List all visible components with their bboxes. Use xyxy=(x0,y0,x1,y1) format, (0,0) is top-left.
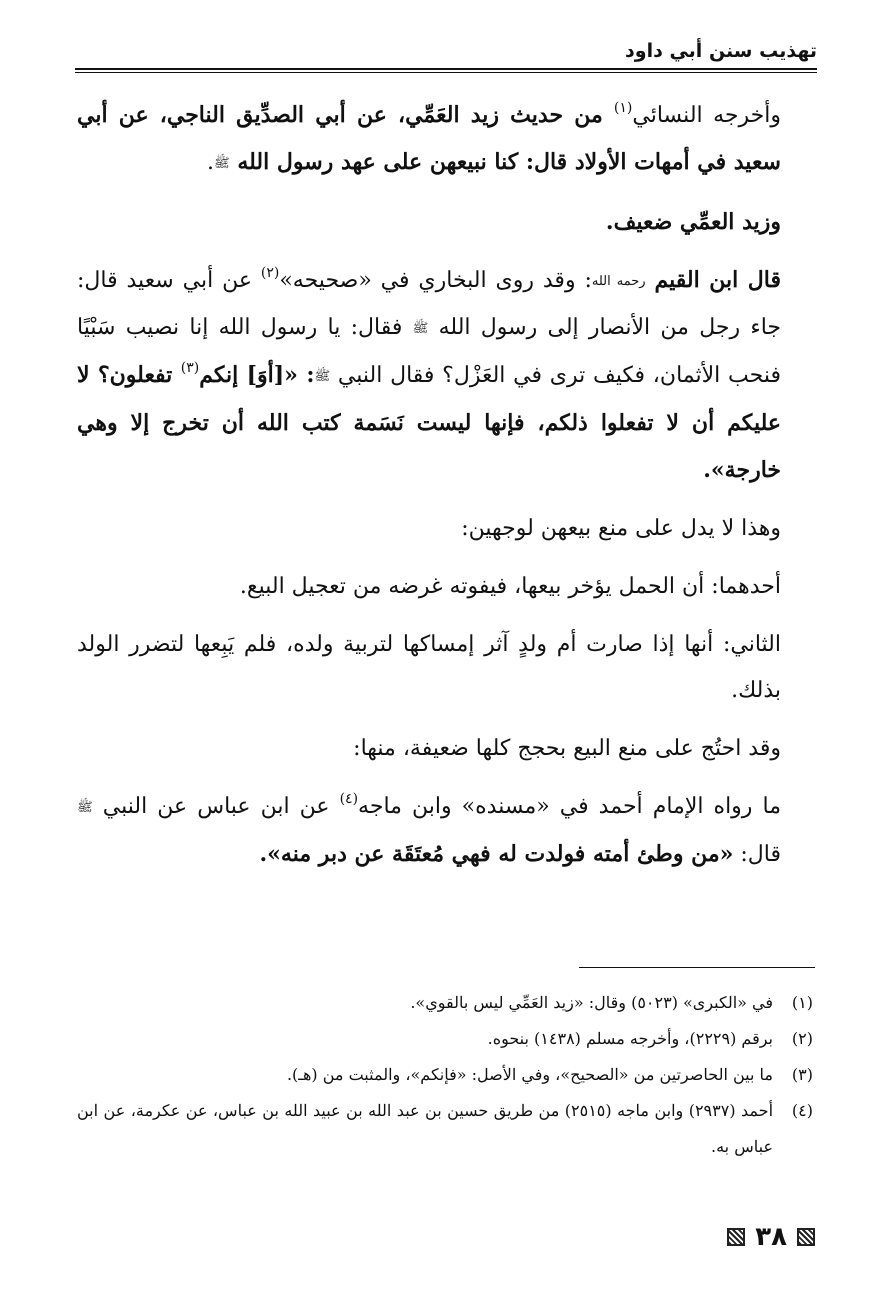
footnote-text: برقم (٢٢٢٩)، وأخرجه مسلم (١٤٣٨) بنحوه. xyxy=(487,1029,773,1048)
page-number: ٣٨ xyxy=(755,1222,787,1252)
hadith-text: «من وطئ أمته فولدت له فهي مُعتَقَة عن دبر منه». xyxy=(259,841,734,867)
text-run: عن أبي سعيد قال: جاء رجل من الأنصار إلى رسول الله xyxy=(77,268,781,340)
footnote-number: (٣) xyxy=(791,1065,813,1084)
paragraph-two-reasons: وهذا لا يدل على منع بيعهن لوجهين: xyxy=(461,516,781,541)
text-run: : وقد روى البخاري في «صحيحه» xyxy=(279,268,592,293)
footnote-number: (٢) xyxy=(791,1029,813,1048)
footnote-item xyxy=(77,985,813,1021)
ornament-icon xyxy=(727,1228,745,1246)
running-title: تهذيب سنن أبي داود xyxy=(625,40,817,62)
honorific-glyph: رحمه الله xyxy=(591,274,646,289)
text-run: ما رواه الإمام أحمد في «مسنده» وابن ماجه xyxy=(358,794,781,819)
footnote-text: أحمد (٢٩٣٧) وابن ماجه (٢٥١٥) من طريق حسين بن عبد الله بن عبيد الله بن عباس، عن عكرمة، عن ابن عباس به. xyxy=(77,1101,774,1156)
header-rule xyxy=(75,68,817,70)
text-run: فقال: يا رسول الله إنا نصيب سَبْيًا فنحب الأثمان، فكيف ترى في العَزْل؟ فقال النبي xyxy=(77,315,781,388)
paragraph-second-reason: الثاني: أنها إذا صارت أم ولدٍ آثر إمساكها لتربية ولده، فلم يَبِعها لتضرر الولد بذلك. xyxy=(77,632,781,703)
footnotes xyxy=(77,985,813,1165)
footnote-text: ما بين الحاصرتين من «الصحيح»، وفي الأصل: «فإنكم»، والمثبت من (هـ). xyxy=(286,1065,773,1084)
footnote-text: في «الكبرى» (٥٠٢٣) وقال: «زيد العَمِّي ليس بالقوي». xyxy=(410,993,773,1012)
footnote-ref-1[interactable]: (١) xyxy=(613,100,633,116)
footnote-item xyxy=(77,1021,813,1057)
footnote-ref-4[interactable]: (٤) xyxy=(339,791,359,807)
footnote-number: (١) xyxy=(791,993,813,1012)
paragraph-nasai xyxy=(77,92,813,187)
paragraph-zayd-weak: وزيد العمِّي ضعيف. xyxy=(605,209,781,235)
paragraph-weak-proofs: وقد احتُج على منع البيع بحجج كلها ضعيفة، منها: xyxy=(353,736,781,761)
salutation-glyph: ﷺ xyxy=(213,156,230,171)
hadith-text: تفعلون؟ لا عليكم أن لا تفعلوا ذلكم، فإنها ليست نَسَمة كتب الله أن تخرج إلا وهي خارجة». xyxy=(77,362,781,483)
text-run: وأخرجه النسائي xyxy=(632,103,782,128)
salutation-glyph: ﷺ xyxy=(412,321,429,336)
ornament-icon xyxy=(797,1228,815,1246)
paragraph-first-reason: أحدهما: أن الحمل يؤخر بيعها، فيفوته غرضه من تعجيل البيع. xyxy=(239,574,781,599)
text-run: . xyxy=(206,150,214,175)
salutation-glyph: ﷺ xyxy=(314,369,331,384)
paragraph-ahmad-narration xyxy=(77,784,813,878)
footnote-ref-3[interactable]: (٣) xyxy=(180,360,200,376)
paragraph-ibn-qayyim xyxy=(77,257,813,494)
text-run: قال: xyxy=(733,842,781,867)
speaker-label: قال ابن القيم xyxy=(654,267,781,293)
text-run: عن ابن عباس عن النبي xyxy=(92,794,340,819)
header-rule-thin xyxy=(75,72,817,73)
footnote-number: (٤) xyxy=(791,1101,813,1120)
footnote-ref-2[interactable]: (٢) xyxy=(260,265,280,281)
page-number-block xyxy=(727,1222,815,1252)
footnote-item xyxy=(77,1093,813,1165)
main-text xyxy=(77,92,813,878)
footnote-item xyxy=(77,1057,813,1093)
hadith-text: : «[أوَ] إنكم xyxy=(199,362,315,388)
text-run-bold: من حديث زيد العَمِّي، عن أبي الصدِّيق الناجي، عن أبي سعيد في أمهات الأولاد قال: كنا نبيعهن على عهد رسول الله xyxy=(77,102,781,175)
salutation-glyph: ﷺ xyxy=(77,800,93,815)
footnote-separator xyxy=(579,967,815,968)
